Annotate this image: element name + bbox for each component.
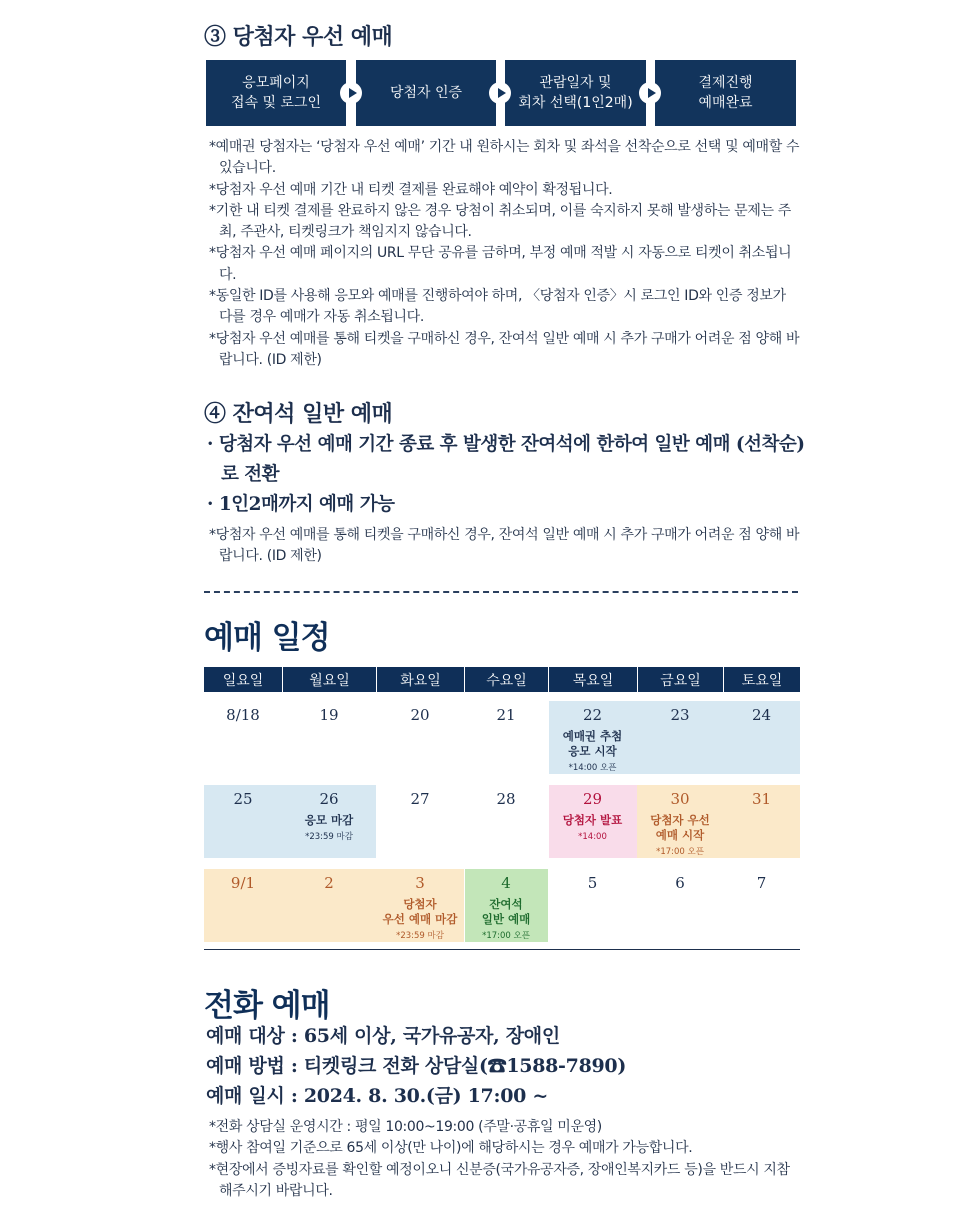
calendar-day [637, 705, 723, 725]
step-line: 예매완료 [698, 95, 753, 111]
arrow-right-icon [489, 82, 511, 104]
day-number: 25 [233, 790, 253, 808]
section4-notes [207, 525, 802, 568]
day-number: 31 [751, 790, 772, 808]
calendar-day [376, 873, 464, 942]
phone-target: 예매 대상 : 65세 이상, 국가유공자, 장애인 [206, 1025, 560, 1047]
day-number: 22 [582, 706, 603, 724]
weekday-header: 수요일 [465, 667, 548, 692]
phone-info [206, 1021, 806, 1111]
calendar-day [723, 873, 800, 893]
calendar-day [464, 789, 548, 809]
section4-bullets [205, 430, 820, 520]
event-label: 응모 마감 [304, 813, 354, 827]
calendar-day [204, 705, 282, 725]
event-label: 잔여석 일반 예매 [481, 897, 531, 926]
day-number: 2 [324, 874, 334, 892]
calendar-day [464, 705, 548, 725]
event-label: 예매권 추첨 응모 시작 [562, 729, 623, 758]
step-line: 당첨자 인증 [389, 85, 463, 101]
day-number: 9/1 [230, 874, 256, 892]
step-line: 관람일자 및 [539, 75, 612, 91]
process-steps [206, 60, 796, 126]
day-number: 30 [670, 790, 690, 808]
event-label: 당첨자 우선 예매 시작 [650, 813, 710, 842]
calendar-day [723, 705, 800, 725]
calendar-bottom-rule [204, 949, 800, 950]
step-select [505, 60, 646, 126]
phone-datetime: 예매 일시 : 2024. 8. 30.(금) 17:00 ~ [206, 1085, 548, 1107]
day-number: 23 [670, 706, 690, 724]
event-time: *14:00 [578, 832, 607, 842]
weekday-header: 화요일 [377, 667, 464, 692]
calendar-day [282, 789, 376, 843]
calendar-day [204, 789, 282, 809]
step-login [206, 60, 346, 126]
day-number: 21 [496, 706, 516, 724]
day-number: 26 [319, 790, 339, 808]
section4-title: ④ 잔여석 일반 예매 [204, 401, 393, 427]
event-label: 당첨자 발표 [562, 813, 623, 827]
note-item: *당첨자 우선 예매 페이지의 URL 무단 공유를 금하며, 부정 예매 적발 시 자동으로 티켓이 취소됩니다. [209, 245, 792, 283]
step-payment [655, 60, 796, 126]
note-item: *전화 상담실 운영시간 : 평일 10:00~19:00 (주말·공휴일 미운영) [209, 1119, 602, 1135]
day-number: 8/18 [226, 706, 260, 724]
schedule-title: 예매 일정 [204, 620, 330, 656]
day-number: 19 [319, 706, 339, 724]
day-number: 7 [756, 874, 767, 892]
day-number: 28 [496, 790, 516, 808]
day-number: 6 [675, 874, 685, 892]
note-item: *동일한 ID를 사용해 응모와 예매를 진행하여야 하며, 〈당첨자 인증〉시 로그인 ID와 인증 정보가 다를 경우 예매가 자동 취소됩니다. [209, 288, 786, 326]
calendar-day [637, 873, 723, 893]
step-line: 회차 선택(1인2매) [518, 95, 633, 111]
note-item: *행사 참여일 기준으로 65세 이상(만 나이)에 해당하시는 경우 예매가 가능합니다. [209, 1140, 693, 1157]
calendar-day [376, 705, 464, 725]
calendar-day [548, 705, 637, 774]
weekday-header: 월요일 [283, 667, 376, 692]
day-number: 29 [582, 790, 603, 808]
calendar-day [637, 789, 723, 858]
calendar-day [723, 789, 800, 809]
day-number: 3 [415, 874, 425, 892]
phone-notes [207, 1117, 802, 1202]
event-label: 당첨자 우선 예매 마감 [382, 897, 458, 926]
note-item: *당첨자 우선 예매를 통해 티켓을 구매하신 경우, 잔여석 일반 예매 시 추가 구매가 어려운 점 양해 바랍니다. (ID 제한) [209, 527, 800, 565]
section3-title: ③ 당첨자 우선 예매 [204, 24, 393, 50]
day-number: 27 [410, 790, 430, 808]
calendar-day [548, 789, 637, 843]
calendar-day [464, 873, 548, 942]
event-time: *14:00 오픈 [568, 763, 617, 773]
note-item: *당첨자 우선 예매를 통해 티켓을 구매하신 경우, 잔여석 일반 예매 시 추가 구매가 어려운 점 양해 바랍니다. (ID 제한) [209, 330, 800, 368]
day-number: 24 [751, 706, 772, 724]
note-item: *현장에서 증빙자료를 확인할 예정이오니 신분증(국가유공자증, 장애인복지카드 등)을 반드시 지참해주시기 바랍니다. [209, 1161, 790, 1199]
bullet-item: · 1인2매까지 예매 가능 [207, 494, 395, 515]
calendar-day [548, 873, 637, 893]
note-item: *기한 내 티켓 결제를 완료하지 않은 경우 당첨이 취소되며, 이를 숙지하지 못해 발생하는 문제는 주최, 주관사, 티켓링크가 책임지지 않습니다. [209, 202, 791, 241]
day-number: 20 [410, 706, 430, 724]
calendar-day [204, 873, 282, 893]
bullet-item: · 당첨자 우선 예매 기간 종료 후 발생한 잔여석에 한하여 일반 예매 (선착순)로 전환 [207, 434, 805, 485]
note-item: *당첨자 우선 예매 기간 내 티켓 결제를 완료해야 예약이 확정됩니다. [209, 181, 613, 198]
event-time: *23:59 마감 [305, 832, 353, 842]
calendar-day [376, 789, 464, 809]
event-time: *23:59 마감 [396, 931, 444, 941]
weekday-header: 목요일 [549, 667, 637, 692]
step-line: 응모페이지 [242, 75, 310, 91]
weekday-header: 일요일 [204, 667, 282, 692]
step-verify [356, 60, 496, 126]
weekday-header: 토요일 [724, 667, 800, 692]
calendar-day [282, 873, 376, 893]
phone-title: 전화 예매 [204, 988, 330, 1024]
note-item: *예매권 당첨자는 ‘당첨자 우선 예매’ 기간 내 원하시는 회차 및 좌석을 선착순으로 선택 및 예매할 수 있습니다. [209, 139, 800, 177]
calendar-day [282, 705, 376, 725]
day-number: 4 [501, 874, 511, 892]
step-line: 결제진행 [698, 75, 753, 91]
event-time: *17:00 오픈 [656, 847, 704, 857]
phone-method: 예매 방법 : 티켓링크 전화 상담실(☎1588-7890) [206, 1055, 627, 1077]
arrow-right-icon [340, 82, 362, 104]
dashed-divider [204, 591, 798, 593]
day-number: 5 [587, 874, 598, 892]
step-line: 접속 및 로그인 [230, 95, 322, 111]
weekday-header: 금요일 [638, 667, 723, 692]
event-time: *17:00 오픈 [482, 931, 530, 941]
section3-notes [207, 137, 802, 371]
arrow-right-icon [639, 82, 661, 104]
